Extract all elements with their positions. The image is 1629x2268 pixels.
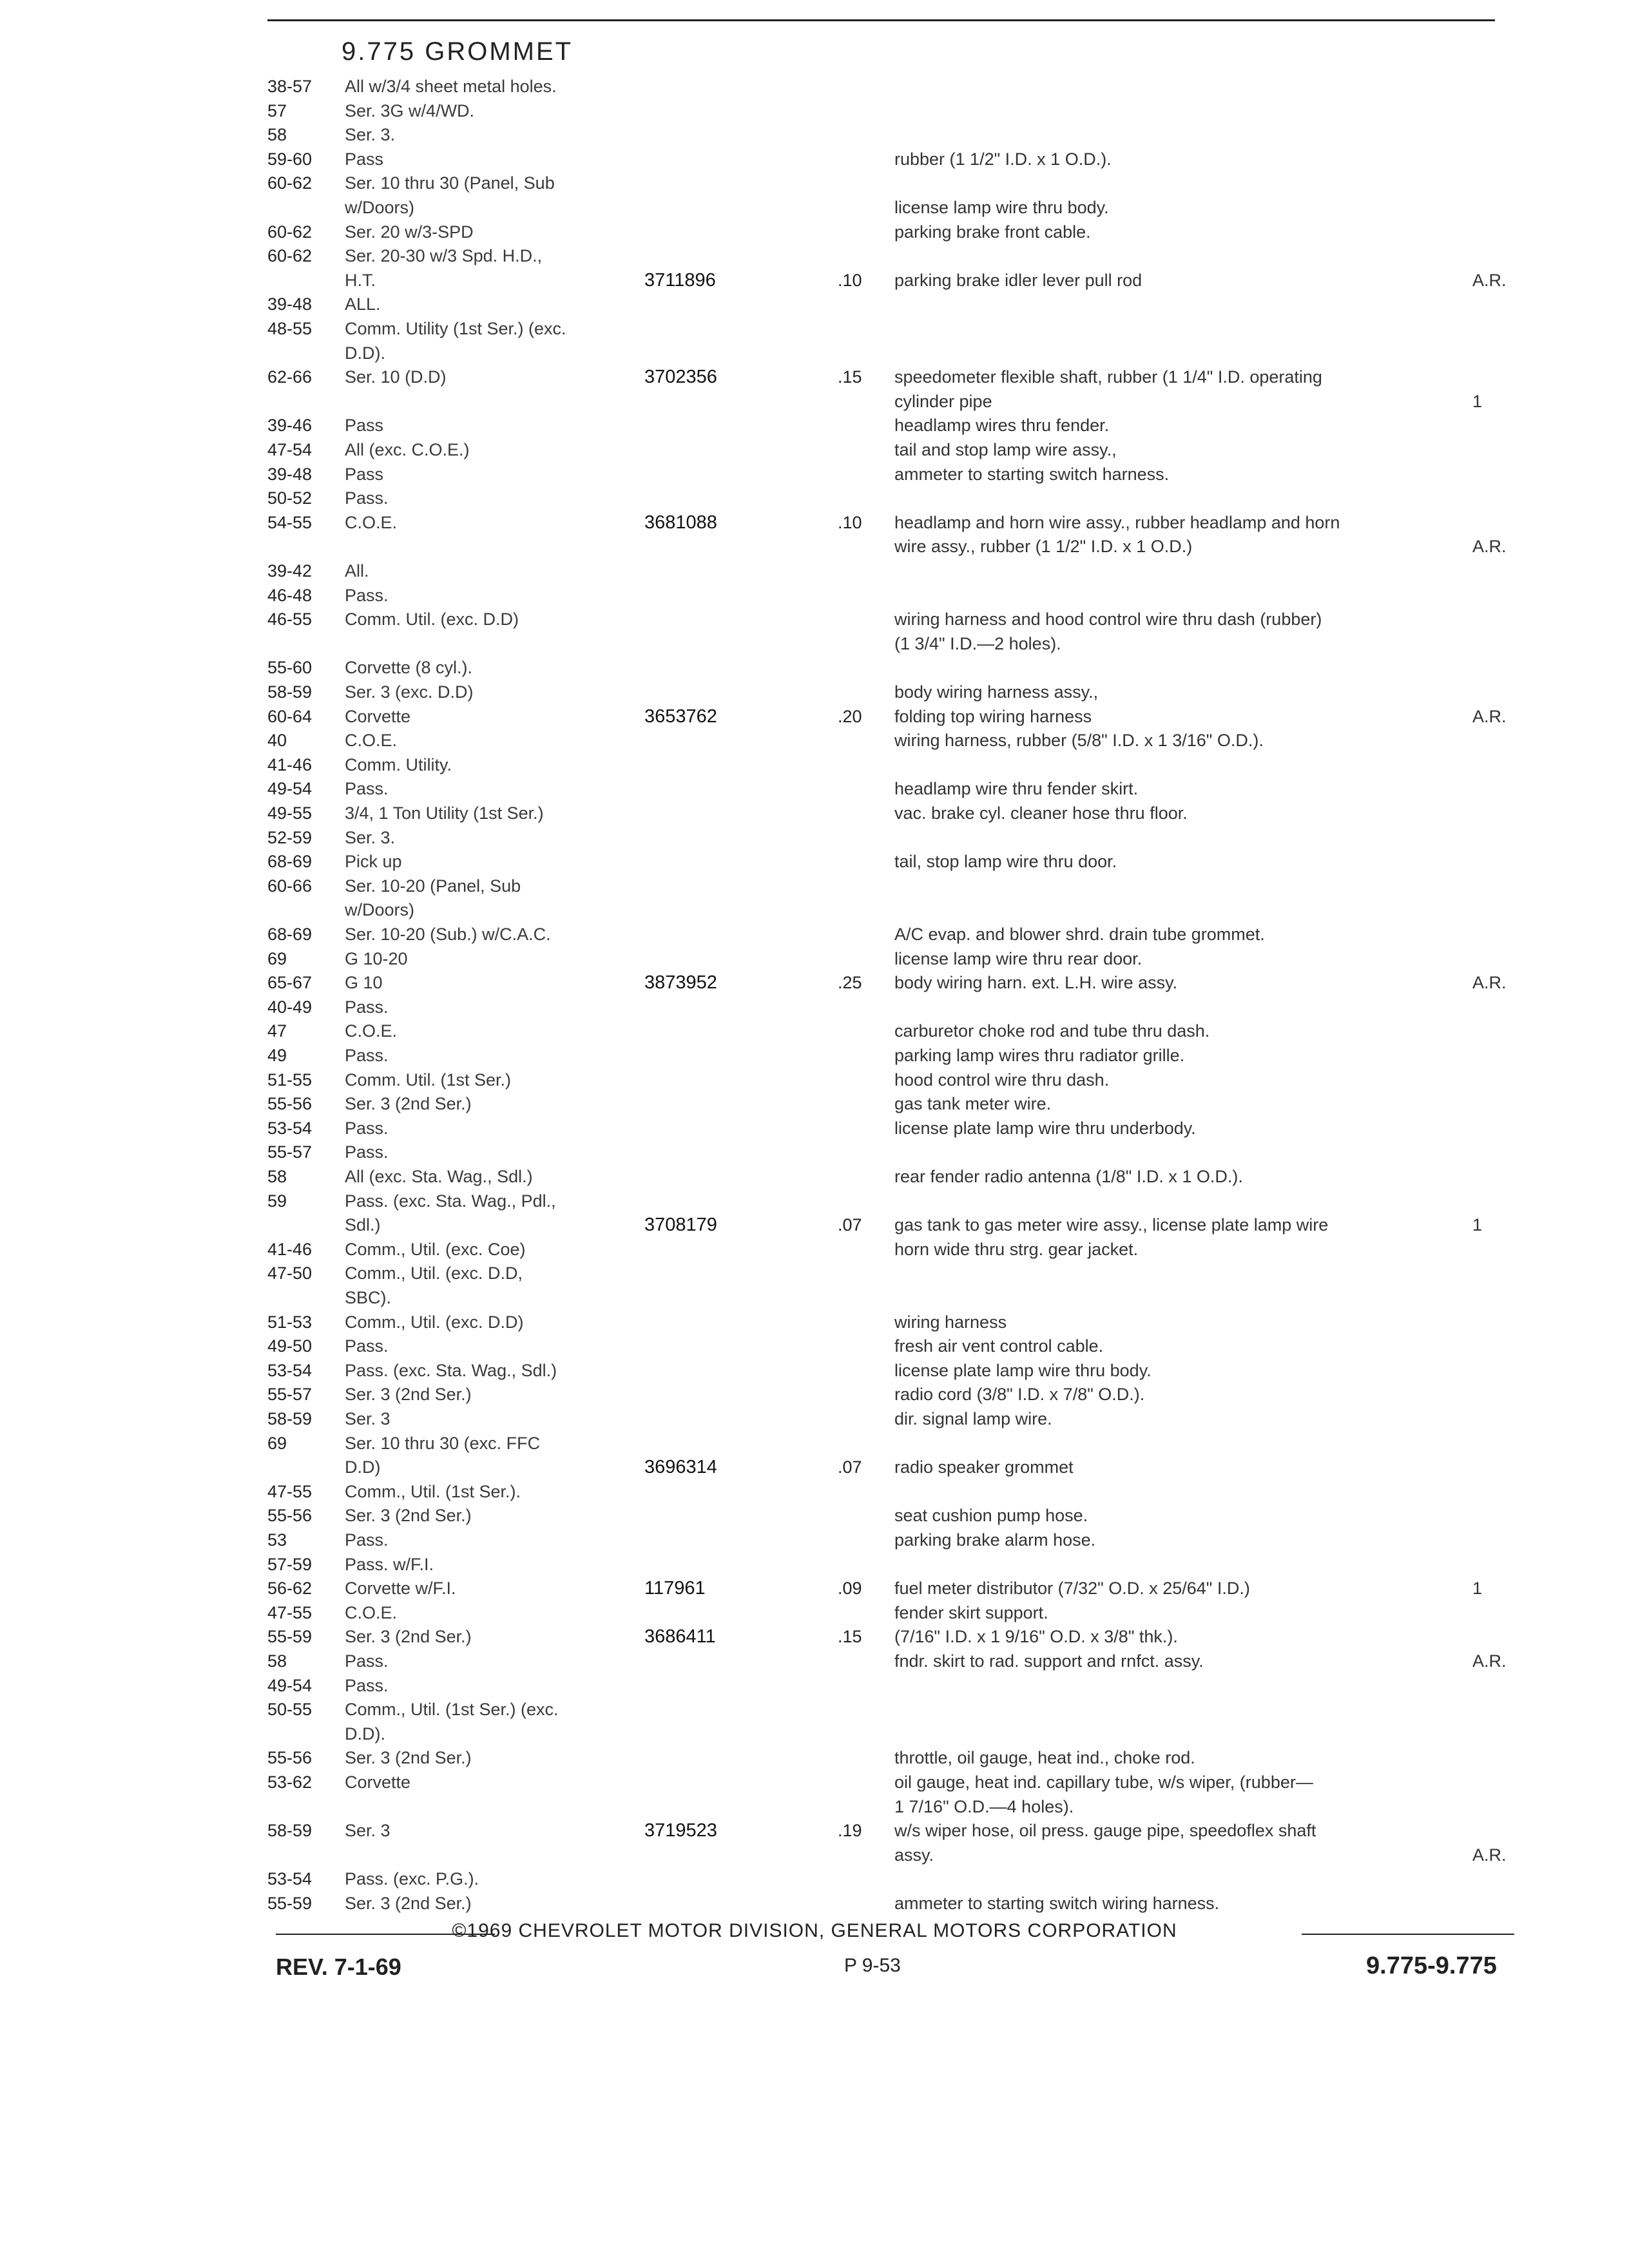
row-description: body wiring harness assy.,	[894, 682, 1099, 702]
row-application: C.O.E.	[345, 1602, 398, 1622]
row-years: 53-54	[267, 1118, 313, 1138]
parts-row	[0, 1794, 1629, 1819]
row-application: Comm. Util. (exc. D.D)	[345, 610, 519, 629]
row-application: Ser. 3G w/4/WD.	[345, 101, 475, 120]
parts-row	[0, 728, 1629, 753]
row-application: Pass.	[345, 1142, 389, 1162]
parts-row	[0, 1358, 1629, 1383]
row-years: 53	[267, 1530, 287, 1550]
row-years: 59	[267, 1191, 287, 1211]
row-description: folding top wiring harness	[894, 706, 1092, 726]
parts-row	[0, 753, 1629, 777]
row-description: ammeter to starting switch harness.	[894, 464, 1170, 484]
row-application: Corvette	[345, 1773, 411, 1792]
row-application: Ser. 3 (exc. D.D)	[345, 682, 474, 702]
parts-row	[0, 195, 1629, 220]
row-application: Ser. 10 (D.D)	[345, 367, 447, 387]
row-application: Pass	[345, 149, 384, 169]
row-years: 46-55	[267, 610, 313, 629]
parts-row	[0, 1310, 1629, 1334]
parts-row	[0, 1189, 1629, 1213]
row-description: (1 3/4" I.D.—2 holes).	[894, 633, 1061, 653]
row-years: 41-46	[267, 754, 313, 774]
footer-revision: REV. 7-1-69	[276, 1954, 401, 1980]
parts-row	[0, 1019, 1629, 1043]
parts-row	[0, 365, 1629, 389]
row-application: Pass.	[345, 997, 389, 1017]
row-years: 40	[267, 731, 287, 751]
row-application: Pass	[345, 416, 384, 436]
row-years: 68-69	[267, 925, 313, 944]
row-years: 60-62	[267, 173, 313, 193]
row-application: Pass. (exc. Sta. Wag., Sdl.)	[345, 1360, 557, 1380]
row-years: 39-48	[267, 294, 313, 314]
parts-row	[0, 413, 1629, 437]
row-description: oil gauge, heat ind. capillary tube, w/s wiper, (rubber—	[894, 1773, 1313, 1792]
row-description: speedometer flexible shaft, rubber (1 1/4" I.D. operating	[894, 367, 1322, 387]
parts-row	[0, 1140, 1629, 1164]
row-description: rubber (1 1/2" I.D. x 1 O.D.).	[894, 149, 1112, 169]
parts-row	[0, 970, 1629, 995]
row-application: Pick up	[345, 852, 402, 872]
row-quantity: 1	[1472, 1215, 1483, 1235]
row-application: All.	[345, 561, 369, 581]
row-description: cylinder pipe	[894, 391, 992, 411]
row-application: Corvette	[345, 706, 411, 726]
parts-row	[0, 147, 1629, 171]
row-application: Comm., Util. (exc. D.D,	[345, 1264, 523, 1283]
row-description: radio cord (3/8" I.D. x 7/8" O.D.).	[894, 1385, 1145, 1405]
row-years: 46-48	[267, 585, 313, 605]
row-years: 47-55	[267, 1481, 313, 1501]
row-years: 38-57	[267, 77, 313, 96]
row-application: Pass	[345, 464, 384, 484]
row-description: parking brake idler lever pull rod	[894, 270, 1142, 290]
row-price: .15	[838, 367, 862, 387]
parts-row	[0, 801, 1629, 825]
row-application: C.O.E.	[345, 731, 398, 751]
row-description: dir. signal lamp wire.	[894, 1409, 1052, 1428]
row-years: 52-59	[267, 827, 313, 847]
row-years: 48-55	[267, 319, 313, 338]
row-years: 49-55	[267, 803, 313, 823]
row-description: fender skirt support.	[894, 1602, 1048, 1622]
parts-row	[0, 1697, 1629, 1722]
row-application: Ser. 3.	[345, 827, 396, 847]
row-years: 53-54	[267, 1869, 313, 1889]
row-application: D.D).	[345, 1724, 385, 1744]
row-application: Pass.	[345, 1118, 389, 1138]
footer-page-number: P 9-53	[844, 1955, 901, 1976]
row-application: SBC).	[345, 1288, 392, 1307]
row-part-number: 3686411	[644, 1626, 716, 1648]
row-description: fuel meter distributor (7/32" O.D. x 25/64" I.D.)	[894, 1579, 1250, 1599]
row-years: 58	[267, 125, 287, 145]
row-application: Ser. 3	[345, 1821, 390, 1841]
footer-section-range: 9.775-9.775	[1366, 1952, 1497, 1979]
section-title: 9.775 GROMMET	[342, 37, 574, 66]
parts-row	[0, 1528, 1629, 1552]
row-description: license lamp wire thru rear door.	[894, 948, 1142, 968]
row-years: 60-64	[267, 706, 313, 726]
parts-row	[0, 341, 1629, 365]
parts-row	[0, 776, 1629, 801]
parts-row	[0, 389, 1629, 414]
parts-row	[0, 171, 1629, 195]
row-part-number: 3873952	[644, 972, 717, 994]
parts-row	[0, 680, 1629, 704]
row-part-number: 3696314	[644, 1457, 717, 1478]
row-years: 55-60	[267, 658, 313, 678]
parts-row	[0, 631, 1629, 656]
parts-row	[0, 1164, 1629, 1189]
footer-copyright: ©1969 CHEVROLET MOTOR DIVISION, GENERAL MOTORS CORPORATION	[452, 1920, 1177, 1941]
row-application: Ser. 3.	[345, 125, 396, 145]
parts-row	[0, 1770, 1629, 1794]
row-description: wiring harness	[894, 1312, 1007, 1332]
parts-row	[0, 874, 1629, 898]
parts-row	[0, 510, 1629, 535]
row-years: 56-62	[267, 1579, 313, 1599]
row-years: 49-50	[267, 1336, 313, 1356]
row-application: Pass.	[345, 779, 389, 799]
row-description: wiring harness and hood control wire thru dash (rubber)	[894, 610, 1322, 629]
row-years: 55-57	[267, 1385, 313, 1405]
row-application: C.O.E.	[345, 512, 398, 532]
row-years: 49-54	[267, 779, 313, 799]
parts-row	[0, 74, 1629, 99]
row-application: H.T.	[345, 270, 376, 290]
row-description: fresh air vent control cable.	[894, 1336, 1104, 1356]
row-description: gas tank to gas meter wire assy., license plate lamp wire	[894, 1215, 1329, 1235]
row-years: 50-52	[267, 488, 313, 508]
row-application: w/Doors)	[345, 900, 415, 920]
row-application: Pass.	[345, 1675, 389, 1695]
parts-row	[0, 1600, 1629, 1625]
row-quantity: A.R.	[1472, 537, 1507, 557]
row-application: Ser. 3 (2nd Ser.)	[345, 1385, 472, 1405]
row-application: All w/3/4 sheet metal holes.	[345, 77, 557, 96]
row-application: Pass. w/F.I.	[345, 1554, 434, 1574]
row-years: 65-67	[267, 973, 313, 993]
parts-row	[0, 1431, 1629, 1456]
parts-row	[0, 583, 1629, 608]
parts-row	[0, 1867, 1629, 1891]
parts-row	[0, 1503, 1629, 1528]
parts-row	[0, 1382, 1629, 1407]
row-years: 62-66	[267, 367, 313, 387]
parts-row	[0, 559, 1629, 583]
parts-row	[0, 1722, 1629, 1746]
parts-row	[0, 849, 1629, 874]
row-application: Ser. 10-20 (Sub.) w/C.A.C.	[345, 925, 551, 944]
row-description: headlamp and horn wire assy., rubber headlamp and horn	[894, 512, 1340, 532]
row-description: A/C evap. and blower shrd. drain tube grommet.	[894, 925, 1265, 944]
parts-row	[0, 292, 1629, 316]
row-description: headlamp wires thru fender.	[894, 416, 1110, 436]
parts-row	[0, 268, 1629, 293]
parts-row	[0, 995, 1629, 1019]
row-years: 53-62	[267, 1773, 313, 1792]
row-application: Comm., Util. (1st Ser.) (exc.	[345, 1700, 559, 1720]
row-application: Corvette w/F.I.	[345, 1579, 456, 1599]
parts-row	[0, 1745, 1629, 1770]
parts-row	[0, 947, 1629, 971]
row-application: All (exc. Sta. Wag., Sdl.)	[345, 1167, 533, 1186]
row-application: Ser. 10-20 (Panel, Sub	[345, 876, 521, 896]
parts-row	[0, 1649, 1629, 1673]
row-years: 47	[267, 1021, 287, 1041]
row-application: Pass.	[345, 585, 389, 605]
row-application: Ser. 20-30 w/3 Spd. H.D.,	[345, 246, 543, 266]
row-years: 47-50	[267, 1264, 313, 1283]
row-application: 3/4, 1 Ton Utility (1st Ser.)	[345, 803, 544, 823]
row-description: horn wide thru strg. gear jacket.	[894, 1239, 1139, 1259]
row-price: .25	[838, 973, 862, 993]
row-part-number: 117961	[644, 1578, 706, 1599]
row-description: assy.	[894, 1845, 934, 1865]
row-years: 55-56	[267, 1506, 313, 1526]
parts-row	[0, 220, 1629, 244]
row-part-number: 3711896	[644, 269, 716, 291]
row-application: Ser. 3	[345, 1409, 390, 1428]
row-years: 51-55	[267, 1070, 313, 1090]
row-description: license plate lamp wire thru body.	[894, 1360, 1152, 1380]
row-application: Comm. Utility.	[345, 754, 452, 774]
row-quantity: A.R.	[1472, 270, 1507, 290]
row-years: 51-53	[267, 1312, 313, 1332]
row-description: carburetor choke rod and tube thru dash.	[894, 1021, 1210, 1041]
row-years: 57	[267, 101, 287, 120]
row-application: Ser. 20 w/3-SPD	[345, 222, 474, 242]
row-application: All (exc. C.O.E.)	[345, 440, 470, 459]
row-price: .07	[838, 1457, 862, 1477]
row-application: Pass.	[345, 488, 389, 508]
row-application: C.O.E.	[345, 1021, 398, 1041]
row-description: parking brake alarm hose.	[894, 1530, 1096, 1550]
row-description: wiring harness, rubber (5/8" I.D. x 1 3/16" O.D.).	[894, 731, 1264, 751]
row-application: Comm. Util. (1st Ser.)	[345, 1070, 512, 1090]
row-description: license lamp wire thru body.	[894, 198, 1109, 217]
row-description: throttle, oil gauge, heat ind., choke rod.	[894, 1748, 1195, 1768]
row-years: 55-57	[267, 1142, 313, 1162]
row-part-number: 3653762	[644, 706, 717, 727]
parts-row	[0, 316, 1629, 341]
row-application: Ser. 3 (2nd Ser.)	[345, 1627, 472, 1647]
row-price: .19	[838, 1821, 862, 1841]
row-part-number: 3702356	[644, 367, 717, 388]
row-price: .07	[838, 1215, 862, 1235]
row-price: .10	[838, 512, 862, 532]
row-application: Comm., Util. (exc. D.D)	[345, 1312, 524, 1332]
row-years: 69	[267, 948, 287, 968]
parts-row	[0, 1043, 1629, 1068]
row-application: Comm., Util. (1st Ser.).	[345, 1481, 521, 1501]
row-years: 58	[267, 1651, 287, 1671]
row-years: 58	[267, 1167, 287, 1186]
row-quantity: A.R.	[1472, 706, 1507, 726]
parts-row	[0, 486, 1629, 510]
row-description: ammeter to starting switch wiring harness.	[894, 1894, 1220, 1913]
row-description: body wiring harn. ext. L.H. wire assy.	[894, 973, 1178, 993]
row-years: 40-49	[267, 997, 313, 1017]
parts-row	[0, 1818, 1629, 1843]
row-description: fndr. skirt to rad. support and rnfct. assy.	[894, 1651, 1204, 1671]
row-years: 41-46	[267, 1239, 313, 1259]
row-years: 50-55	[267, 1700, 313, 1720]
row-years: 39-48	[267, 464, 313, 484]
parts-row	[0, 1116, 1629, 1140]
parts-row	[0, 1261, 1629, 1285]
row-application: w/Doors)	[345, 198, 415, 217]
row-application: Ser. 3 (2nd Ser.)	[345, 1506, 472, 1526]
row-years: 69	[267, 1433, 287, 1453]
row-years: 60-66	[267, 876, 313, 896]
row-application: Sdl.)	[345, 1215, 381, 1235]
row-application: Pass.	[345, 1530, 389, 1550]
row-quantity: A.R.	[1472, 973, 1507, 993]
row-quantity: 1	[1472, 1579, 1483, 1599]
row-application: Pass. (exc. Sta. Wag., Pdl.,	[345, 1191, 556, 1211]
row-description: headlamp wire thru fender skirt.	[894, 779, 1139, 799]
row-description: parking lamp wires thru radiator grille.	[894, 1046, 1185, 1065]
parts-row	[0, 437, 1629, 462]
parts-row	[0, 922, 1629, 947]
parts-row	[0, 534, 1629, 559]
row-description: tail and stop lamp wire assy.,	[894, 440, 1117, 459]
parts-row	[0, 825, 1629, 850]
parts-row	[0, 99, 1629, 123]
parts-row	[0, 1624, 1629, 1649]
row-description: hood control wire thru dash.	[894, 1070, 1110, 1090]
row-application: D.D).	[345, 343, 385, 363]
row-quantity: A.R.	[1472, 1651, 1507, 1671]
row-description: (7/16" I.D. x 1 9/16" O.D. x 3/8" thk.).	[894, 1627, 1178, 1647]
row-application: Ser. 10 thru 30 (Panel, Sub	[345, 173, 555, 193]
parts-row	[0, 1843, 1629, 1867]
row-years: 58-59	[267, 1409, 313, 1428]
row-years: 58-59	[267, 1821, 313, 1841]
parts-row	[0, 704, 1629, 729]
row-application: Ser. 10 thru 30 (exc. FFC	[345, 1433, 541, 1453]
row-years: 57-59	[267, 1554, 313, 1574]
row-years: 54-55	[267, 512, 313, 532]
row-price: .10	[838, 270, 862, 290]
parts-row	[0, 1068, 1629, 1092]
row-application: Pass.	[345, 1651, 389, 1671]
parts-row	[0, 898, 1629, 922]
row-description: seat cushion pump hose.	[894, 1506, 1088, 1526]
row-price: .09	[838, 1579, 862, 1599]
parts-row	[0, 1407, 1629, 1431]
row-years: 55-59	[267, 1894, 313, 1913]
row-application: Ser. 3 (2nd Ser.)	[345, 1748, 472, 1768]
row-description: wire assy., rubber (1 1/2" I.D. x 1 O.D.)	[894, 537, 1193, 557]
parts-row	[0, 1285, 1629, 1310]
row-description: parking brake front cable.	[894, 222, 1091, 242]
row-years: 47-54	[267, 440, 313, 459]
row-description: gas tank meter wire.	[894, 1094, 1052, 1114]
parts-row	[0, 655, 1629, 680]
row-application: Pass.	[345, 1336, 389, 1356]
row-years: 39-42	[267, 561, 313, 581]
row-years: 55-56	[267, 1748, 313, 1768]
row-years: 47-55	[267, 1602, 313, 1622]
row-years: 55-56	[267, 1094, 313, 1114]
row-description: radio speaker grommet	[894, 1457, 1074, 1477]
parts-row	[0, 1576, 1629, 1600]
row-years: 39-46	[267, 416, 313, 436]
row-years: 68-69	[267, 852, 313, 872]
row-description: 1 7/16" O.D.—4 holes).	[894, 1796, 1074, 1816]
parts-row	[0, 1479, 1629, 1504]
parts-row	[0, 462, 1629, 486]
row-application: G 10-20	[345, 948, 408, 968]
parts-row	[0, 1673, 1629, 1698]
parts-row	[0, 1213, 1629, 1237]
parts-row	[0, 1091, 1629, 1116]
row-years: 60-62	[267, 222, 313, 242]
row-application: ALL.	[345, 294, 381, 314]
row-application: Pass.	[345, 1046, 389, 1065]
row-years: 49-54	[267, 1675, 313, 1695]
row-application: Ser. 3 (2nd Ser.)	[345, 1894, 472, 1913]
parts-row	[0, 1552, 1629, 1577]
row-application: Ser. 3 (2nd Ser.)	[345, 1094, 472, 1114]
row-description: w/s wiper hose, oil press. gauge pipe, speedoflex shaft	[894, 1821, 1316, 1841]
parts-row	[0, 122, 1629, 147]
row-application: G 10	[345, 973, 383, 993]
parts-row	[0, 1334, 1629, 1358]
row-application: Pass. (exc. P.G.).	[345, 1869, 479, 1889]
row-application: Comm. Utility (1st Ser.) (exc.	[345, 319, 566, 338]
row-quantity: 1	[1472, 391, 1483, 411]
row-part-number: 3719523	[644, 1820, 717, 1841]
row-description: tail, stop lamp wire thru door.	[894, 852, 1117, 872]
row-price: .15	[838, 1627, 862, 1647]
row-years: 60-62	[267, 246, 313, 266]
row-years: 55-59	[267, 1627, 313, 1647]
row-description: license plate lamp wire thru underbody.	[894, 1118, 1196, 1138]
row-application: D.D)	[345, 1457, 381, 1477]
parts-row	[0, 244, 1629, 268]
parts-row	[0, 1237, 1629, 1262]
row-application: Corvette (8 cyl.).	[345, 658, 473, 678]
parts-row	[0, 607, 1629, 631]
row-part-number: 3708179	[644, 1215, 717, 1236]
row-years: 49	[267, 1046, 287, 1065]
parts-row	[0, 1455, 1629, 1479]
row-quantity: A.R.	[1472, 1845, 1507, 1865]
parts-row	[0, 1891, 1629, 1916]
row-years: 58-59	[267, 682, 313, 702]
row-description: rear fender radio antenna (1/8" I.D. x 1 O.D.).	[894, 1167, 1243, 1186]
row-application: Comm., Util. (exc. Coe)	[345, 1239, 526, 1259]
row-price: .20	[838, 706, 862, 726]
row-description: vac. brake cyl. cleaner hose thru floor.	[894, 803, 1188, 823]
row-part-number: 3681088	[644, 512, 717, 533]
row-years: 59-60	[267, 149, 313, 169]
row-years: 53-54	[267, 1360, 313, 1380]
